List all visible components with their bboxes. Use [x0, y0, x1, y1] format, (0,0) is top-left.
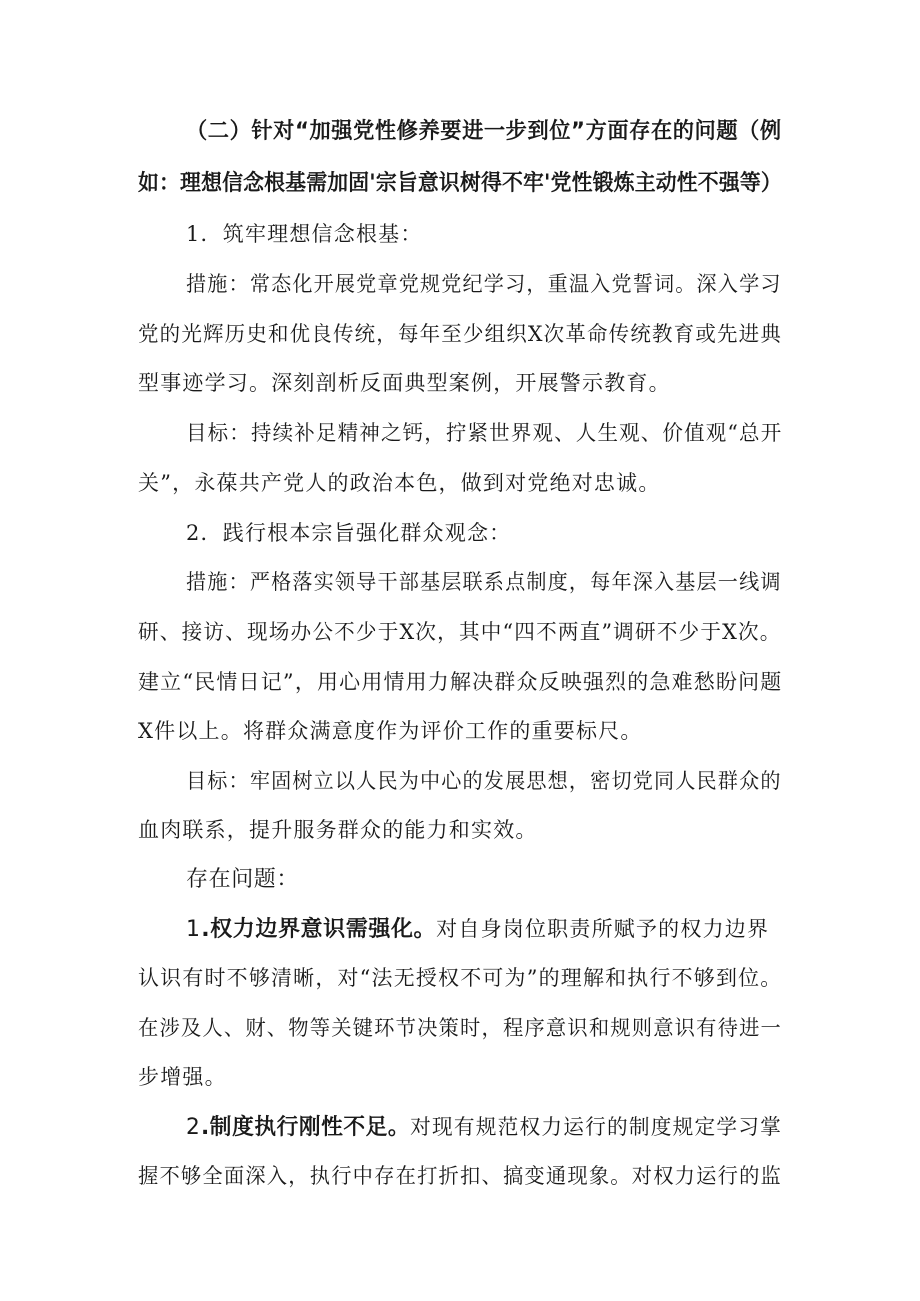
item2-goal-line-1: 目标：牢固树立以人民为中心的发展思想，密切党同人民群众的	[186, 769, 782, 793]
item1-measures-line-1: 措施：常态化开展党章党规党纪学习，重温入党誓词。深入学习	[186, 272, 782, 296]
item1-measures-line-2: 党的光辉历史和优良传统，每年至少组织X次革命传统教育或先进典	[138, 322, 782, 346]
item2-measures-line-1: 措施：严格落实领导干部基层联系点制度，每年深入基层一线调	[186, 570, 782, 594]
item2-title: 2．践行根本宗旨强化群众观念：	[186, 521, 512, 545]
section-heading-line-2: 如：理想信念根基需加固'宗旨意识树得不牢'党性锻炼主动性不强等）	[138, 171, 782, 196]
item2-measures-line-3: 建立“民情日记”，用心用情用力解决群众反映强烈的急难愁盼问题	[138, 670, 783, 694]
item2-measures-line-2: 研、接访、现场办公不少于X次，其中“四不两直”调研不少于X次。	[138, 620, 782, 644]
problem-2-number: 2	[186, 1115, 201, 1140]
item1-goal-line-2: 关”，永葆共产党人的政治本色，做到对党绝对忠诚。	[138, 471, 661, 495]
problem-1-line-2: 认识有时不够清晰，对“法无授权不可为”的理解和执行不够到位。	[138, 966, 783, 990]
item2-goal-line-2: 血肉联系，提升服务群众的能力和实效。	[138, 818, 538, 842]
item1-measures-line-3: 型事迹学习。深刻剖析反面典型案例，开展警示教育。	[138, 371, 671, 395]
problem-1-title: .权力边界意识需强化。	[201, 917, 437, 942]
problem-1-line-3: 在涉及人、财、物等关键环节决策时，程序意识和规则意识有待进一	[138, 1016, 783, 1040]
item1-goal-line-1: 目标：持续补足精神之钙，拧紧世界观、人生观、价值观“总开	[186, 421, 783, 445]
problem-2-title: .制度执行刚性不足。	[200, 1115, 411, 1140]
section-heading-line-1: （二）针对“加强党性修养要进一步到位”方面存在的问题（例	[186, 119, 782, 144]
problem-2-text-start: 对现有规范权力运行的制度规定学习掌	[410, 1115, 782, 1139]
problem-1-number: 1	[186, 917, 202, 942]
item1-title: 1．筑牢理想信念根基：	[186, 222, 423, 246]
problem-1-text-start: 对自身岗位职责所赋予的权力边界	[436, 917, 770, 941]
problem-2-line-1	[186, 1112, 782, 1143]
problem-1-line-1	[186, 914, 769, 945]
item2-measures-line-4: X件以上。将群众满意度作为评价工作的重要标尺。	[138, 719, 643, 743]
problem-2-line-2: 握不够全面深入，执行中存在打折扣、搞变通现象。对权力运行的监	[138, 1164, 783, 1188]
problem-1-line-4: 步增强。	[138, 1065, 227, 1089]
problems-heading: 存在问题：	[186, 867, 300, 892]
